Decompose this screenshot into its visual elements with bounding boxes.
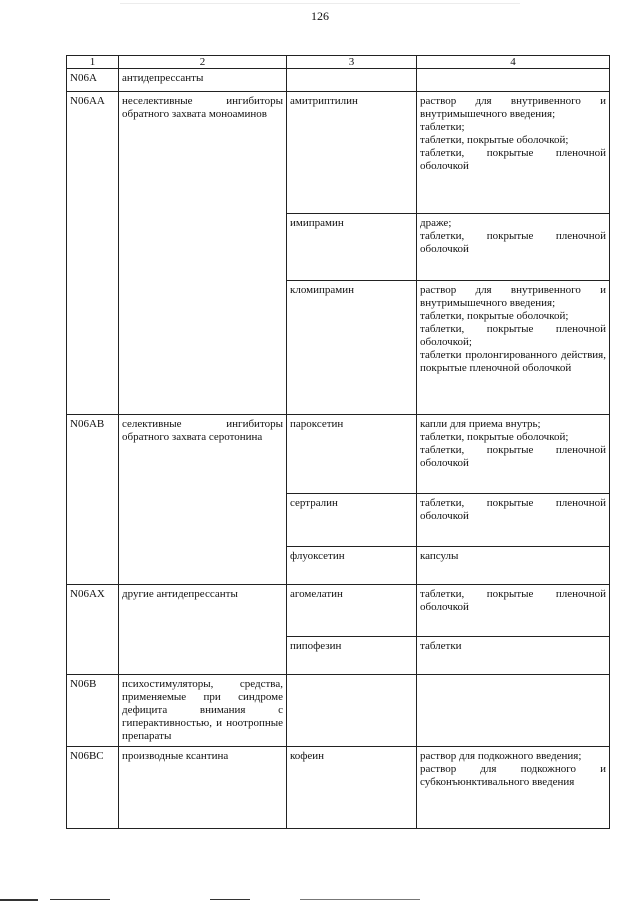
atc-code: N06BC [67, 747, 119, 829]
dosage-forms [417, 585, 610, 637]
column-header-1: 1 [67, 56, 119, 69]
dosage-form: драже; [420, 217, 452, 229]
page-number: 126 [311, 9, 329, 23]
dosage-forms [417, 214, 610, 281]
pharmacological-group: селективные ингибиторы обратного захвата серотонина [119, 415, 287, 585]
column-header-4: 4 [417, 56, 610, 69]
drug-name: агомелатин [287, 585, 417, 637]
atc-code: N06AA [67, 92, 119, 415]
drug-name: пароксетин [287, 415, 417, 494]
dosage-forms [417, 675, 610, 747]
dosage-form: таблетки, покрытые оболочкой; [420, 310, 569, 322]
scan-bottom-edge [0, 899, 640, 903]
dosage-form: таблетки, покрытые оболочкой; [420, 431, 569, 443]
dosage-form: таблетки [420, 640, 462, 652]
dosage-form: раствор для внутривенного и внутримышечного введения; [420, 284, 606, 309]
drug-name: пипофезин [287, 637, 417, 675]
dosage-forms [417, 415, 610, 494]
dosage-form: раствор для внутривенного и внутримышечного введения; [420, 95, 606, 120]
dosage-forms [417, 69, 610, 92]
table-row [67, 747, 610, 829]
dosage-form: таблетки, покрытые пленочной оболочкой [420, 230, 606, 255]
drug-name [287, 69, 417, 92]
table-row [67, 585, 610, 637]
drug-table [66, 55, 610, 829]
column-header-2: 2 [119, 56, 287, 69]
dosage-form: таблетки; [420, 121, 465, 133]
pharmacological-group: другие антидепрессанты [119, 585, 287, 675]
dosage-form: таблетки пролонгированного действия, покрытые пленочной оболочкой [420, 349, 606, 374]
atc-code: N06AX [67, 585, 119, 675]
drug-name: кофеин [287, 747, 417, 829]
dosage-form: таблетки, покрытые пленочной оболочкой [420, 147, 606, 172]
dosage-form: капсулы [420, 550, 459, 562]
dosage-form: капли для приема внутрь; [420, 418, 541, 430]
table-header-row [67, 56, 610, 69]
dosage-forms [417, 494, 610, 547]
table-row [67, 415, 610, 494]
dosage-form: раствор для подкожного и субконъюнктивального введения [420, 763, 606, 788]
dosage-forms [417, 747, 610, 829]
pharmacological-group: антидепрессанты [119, 69, 287, 92]
dosage-form: таблетки, покрытые пленочной оболочкой; [420, 323, 606, 348]
pharmacological-group: психостимуляторы, средства, применяемые при синдроме дефицита внимания с гиперактивностью, и ноотропные препараты [119, 675, 287, 747]
drug-name: сертралин [287, 494, 417, 547]
drug-name: флуоксетин [287, 547, 417, 585]
dosage-forms [417, 281, 610, 415]
dosage-forms [417, 92, 610, 214]
dosage-form: таблетки, покрытые оболочкой; [420, 134, 569, 146]
table-row [67, 92, 610, 214]
dosage-form: таблетки, покрытые пленочной оболочкой [420, 497, 606, 522]
drug-name [287, 675, 417, 747]
atc-code: N06AB [67, 415, 119, 585]
atc-code: N06B [67, 675, 119, 747]
dosage-form: раствор для подкожного введения; [420, 750, 582, 762]
table-row [67, 675, 610, 747]
column-header-3: 3 [287, 56, 417, 69]
drug-name: имипрамин [287, 214, 417, 281]
pharmacological-group: неселективные ингибиторы обратного захвата моноаминов [119, 92, 287, 415]
dosage-forms [417, 547, 610, 585]
dosage-form: таблетки, покрытые пленочной оболочкой [420, 588, 606, 613]
dosage-forms [417, 637, 610, 675]
scan-top-edge [120, 3, 520, 4]
drug-name: амитриптилин [287, 92, 417, 214]
table-row [67, 69, 610, 92]
pharmacological-group: производные ксантина [119, 747, 287, 829]
dosage-form: таблетки, покрытые пленочной оболочкой [420, 444, 606, 469]
atc-code: N06A [67, 69, 119, 92]
drug-name: кломипрамин [287, 281, 417, 415]
